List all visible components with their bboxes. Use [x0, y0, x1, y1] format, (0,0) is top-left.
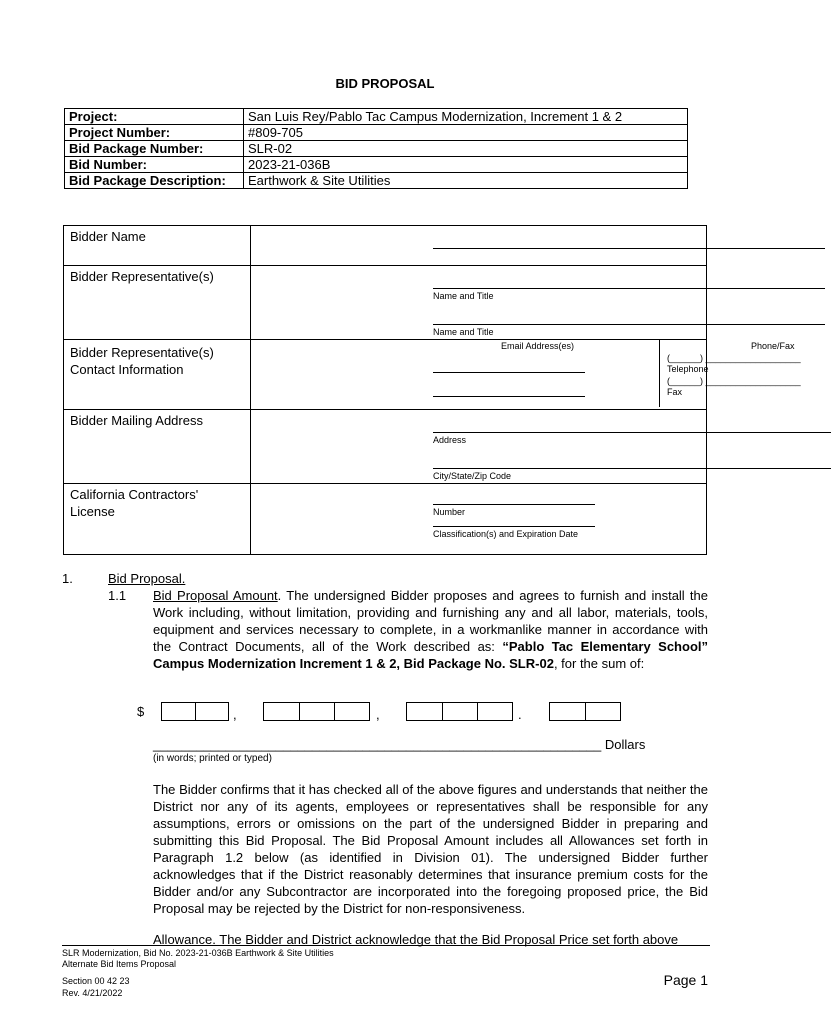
allowance-heading: Allowance — [153, 932, 213, 947]
bid-number-label: Bid Number: — [65, 157, 244, 173]
telephone-caption: Telephone — [667, 364, 709, 374]
bidder-info-table — [63, 225, 801, 555]
dollar-sign: $ — [137, 704, 145, 719]
bid-number-value: 2023-21-036B — [244, 157, 688, 173]
subsection-heading: Bid Proposal Amount — [153, 588, 278, 603]
bid-package-description-value: Earthwork & Site Utilities — [244, 173, 688, 189]
bid-package-number-label: Bid Package Number: — [65, 141, 244, 157]
city-state-zip-field[interactable] — [433, 468, 831, 469]
name-title-caption: Name and Title — [433, 291, 494, 301]
project-description-bold: “Pablo Tac Elementary School” Campus Modernization Increment 1 & 2, Bid Package No. SLR-02 — [153, 639, 708, 671]
classification-field[interactable] — [433, 526, 595, 527]
bidder-name-field[interactable] — [433, 248, 825, 249]
bidder-name-cell — [251, 226, 707, 266]
footer-section: Section 00 42 23 — [62, 976, 130, 986]
amount-in-words-field[interactable]: ______________________________________________________________ Dollars — [153, 737, 646, 752]
mailing-address-cell — [251, 410, 707, 484]
representative-field-1[interactable] — [433, 288, 825, 289]
footer-revision: Rev. 4/21/2022 — [62, 988, 123, 998]
column-divider — [659, 340, 661, 407]
amount-box-cents[interactable] — [549, 702, 621, 721]
table-row — [64, 266, 707, 340]
bidder-name-label: Bidder Name — [64, 226, 251, 266]
name-title-caption: Name and Title — [433, 327, 494, 337]
telephone-field[interactable]: (______) ___________________ — [667, 353, 801, 363]
phone-fax-header: Phone/Fax — [751, 341, 795, 351]
words-caption: (in words; printed or typed) — [153, 753, 272, 764]
bidder-representative-label: Bidder Representative(s) — [64, 266, 251, 340]
table-row — [64, 484, 707, 555]
project-info-table — [64, 108, 688, 189]
table-row — [65, 109, 688, 125]
footer-line-1: SLR Modernization, Bid No. 2023-21-036B Earthwork & Site Utilities — [62, 948, 334, 958]
section-heading: Bid Proposal. — [108, 571, 186, 586]
email-header: Email Address(es) — [501, 341, 575, 351]
bid-package-description-label: Bid Package Description: — [65, 173, 244, 189]
comma-separator: , — [376, 707, 380, 722]
table-row — [64, 410, 707, 484]
fax-caption: Fax — [667, 387, 683, 397]
contractors-license-label: California Contractors' License — [64, 484, 251, 555]
bid-package-number-value: SLR-02 — [244, 141, 688, 157]
city-state-zip-caption: City/State/Zip Code — [433, 471, 512, 481]
address-caption: Address — [433, 435, 467, 445]
license-number-field[interactable] — [433, 504, 595, 505]
project-value: San Luis Rey/Pablo Tac Campus Modernization, Increment 1 & 2 — [244, 109, 688, 125]
table-row — [65, 157, 688, 173]
email-field-1[interactable] — [433, 372, 585, 373]
contact-info-cell — [251, 340, 801, 410]
number-caption: Number — [433, 507, 466, 517]
table-row — [65, 125, 688, 141]
table-row — [64, 340, 707, 410]
subsection-number: 1.1 — [108, 588, 127, 603]
email-field-2[interactable] — [433, 396, 585, 397]
confirmation-paragraph: The Bidder confirms that it has checked all of the above figures and understands that neither the District nor any of its agents, employees or representatives shall be responsible for any assumptions, errors or omissions on the part of the undersigned Bidder in preparing and submitting this Bid Proposal. The Bid Proposal Amount includes all Allowances set forth in Paragraph 1.2 below (as identified in Division 01). The undersigned Bidder further acknowledges that if the District reasonably determines that insurance premium costs for the Bidder and/or any Subcontractor are incorporated into the foregoing proposed price, the Bid Proposal may be rejected by the District for non-responsiveness. — [153, 782, 708, 916]
allowance-text: . The Bidder and District acknowledge that the Bid Proposal Price set forth above — [212, 932, 679, 947]
paragraph-text: . The undersigned Bidder proposes and agrees to furnish and install the Work including, without limitation, providing and furnishing any and all labor, materials, tools, equipment and services necessary to complete, in a workmanlike manner in accordance with the Contract Documents, all of the Work described as: — [153, 588, 709, 654]
page-title: BID PROPOSAL — [335, 76, 435, 91]
table-row — [64, 226, 707, 266]
bidder-representative-cell — [251, 266, 707, 340]
decimal-point: . — [518, 707, 522, 722]
amount-box-units[interactable] — [406, 702, 513, 721]
section-number: 1. — [62, 571, 73, 586]
fax-field[interactable]: (______) ___________________ — [667, 376, 801, 386]
amount-box-thousands[interactable] — [263, 702, 370, 721]
mailing-address-label: Bidder Mailing Address — [64, 410, 251, 484]
classification-caption: Classification(s) and Expiration Date — [433, 529, 579, 539]
footer-line-2: Alternate Bid Items Proposal — [62, 959, 177, 969]
project-number-label: Project Number: — [65, 125, 244, 141]
contact-info-label: Bidder Representative(s) Contact Information — [64, 340, 251, 410]
footer-rule — [62, 945, 710, 946]
address-field[interactable] — [433, 432, 831, 433]
representative-field-2[interactable] — [433, 324, 825, 325]
paragraph-end: , for the sum of: — [553, 656, 645, 671]
page-number: Page 1 — [663, 972, 708, 988]
project-number-value: #809-705 — [244, 125, 688, 141]
bid-amount-paragraph — [153, 587, 708, 672]
contractors-license-cell — [251, 484, 707, 555]
comma-separator: , — [233, 707, 237, 722]
project-label: Project: — [65, 109, 244, 125]
amount-box-millions[interactable] — [161, 702, 229, 721]
table-row — [65, 141, 688, 157]
table-row — [65, 173, 688, 189]
